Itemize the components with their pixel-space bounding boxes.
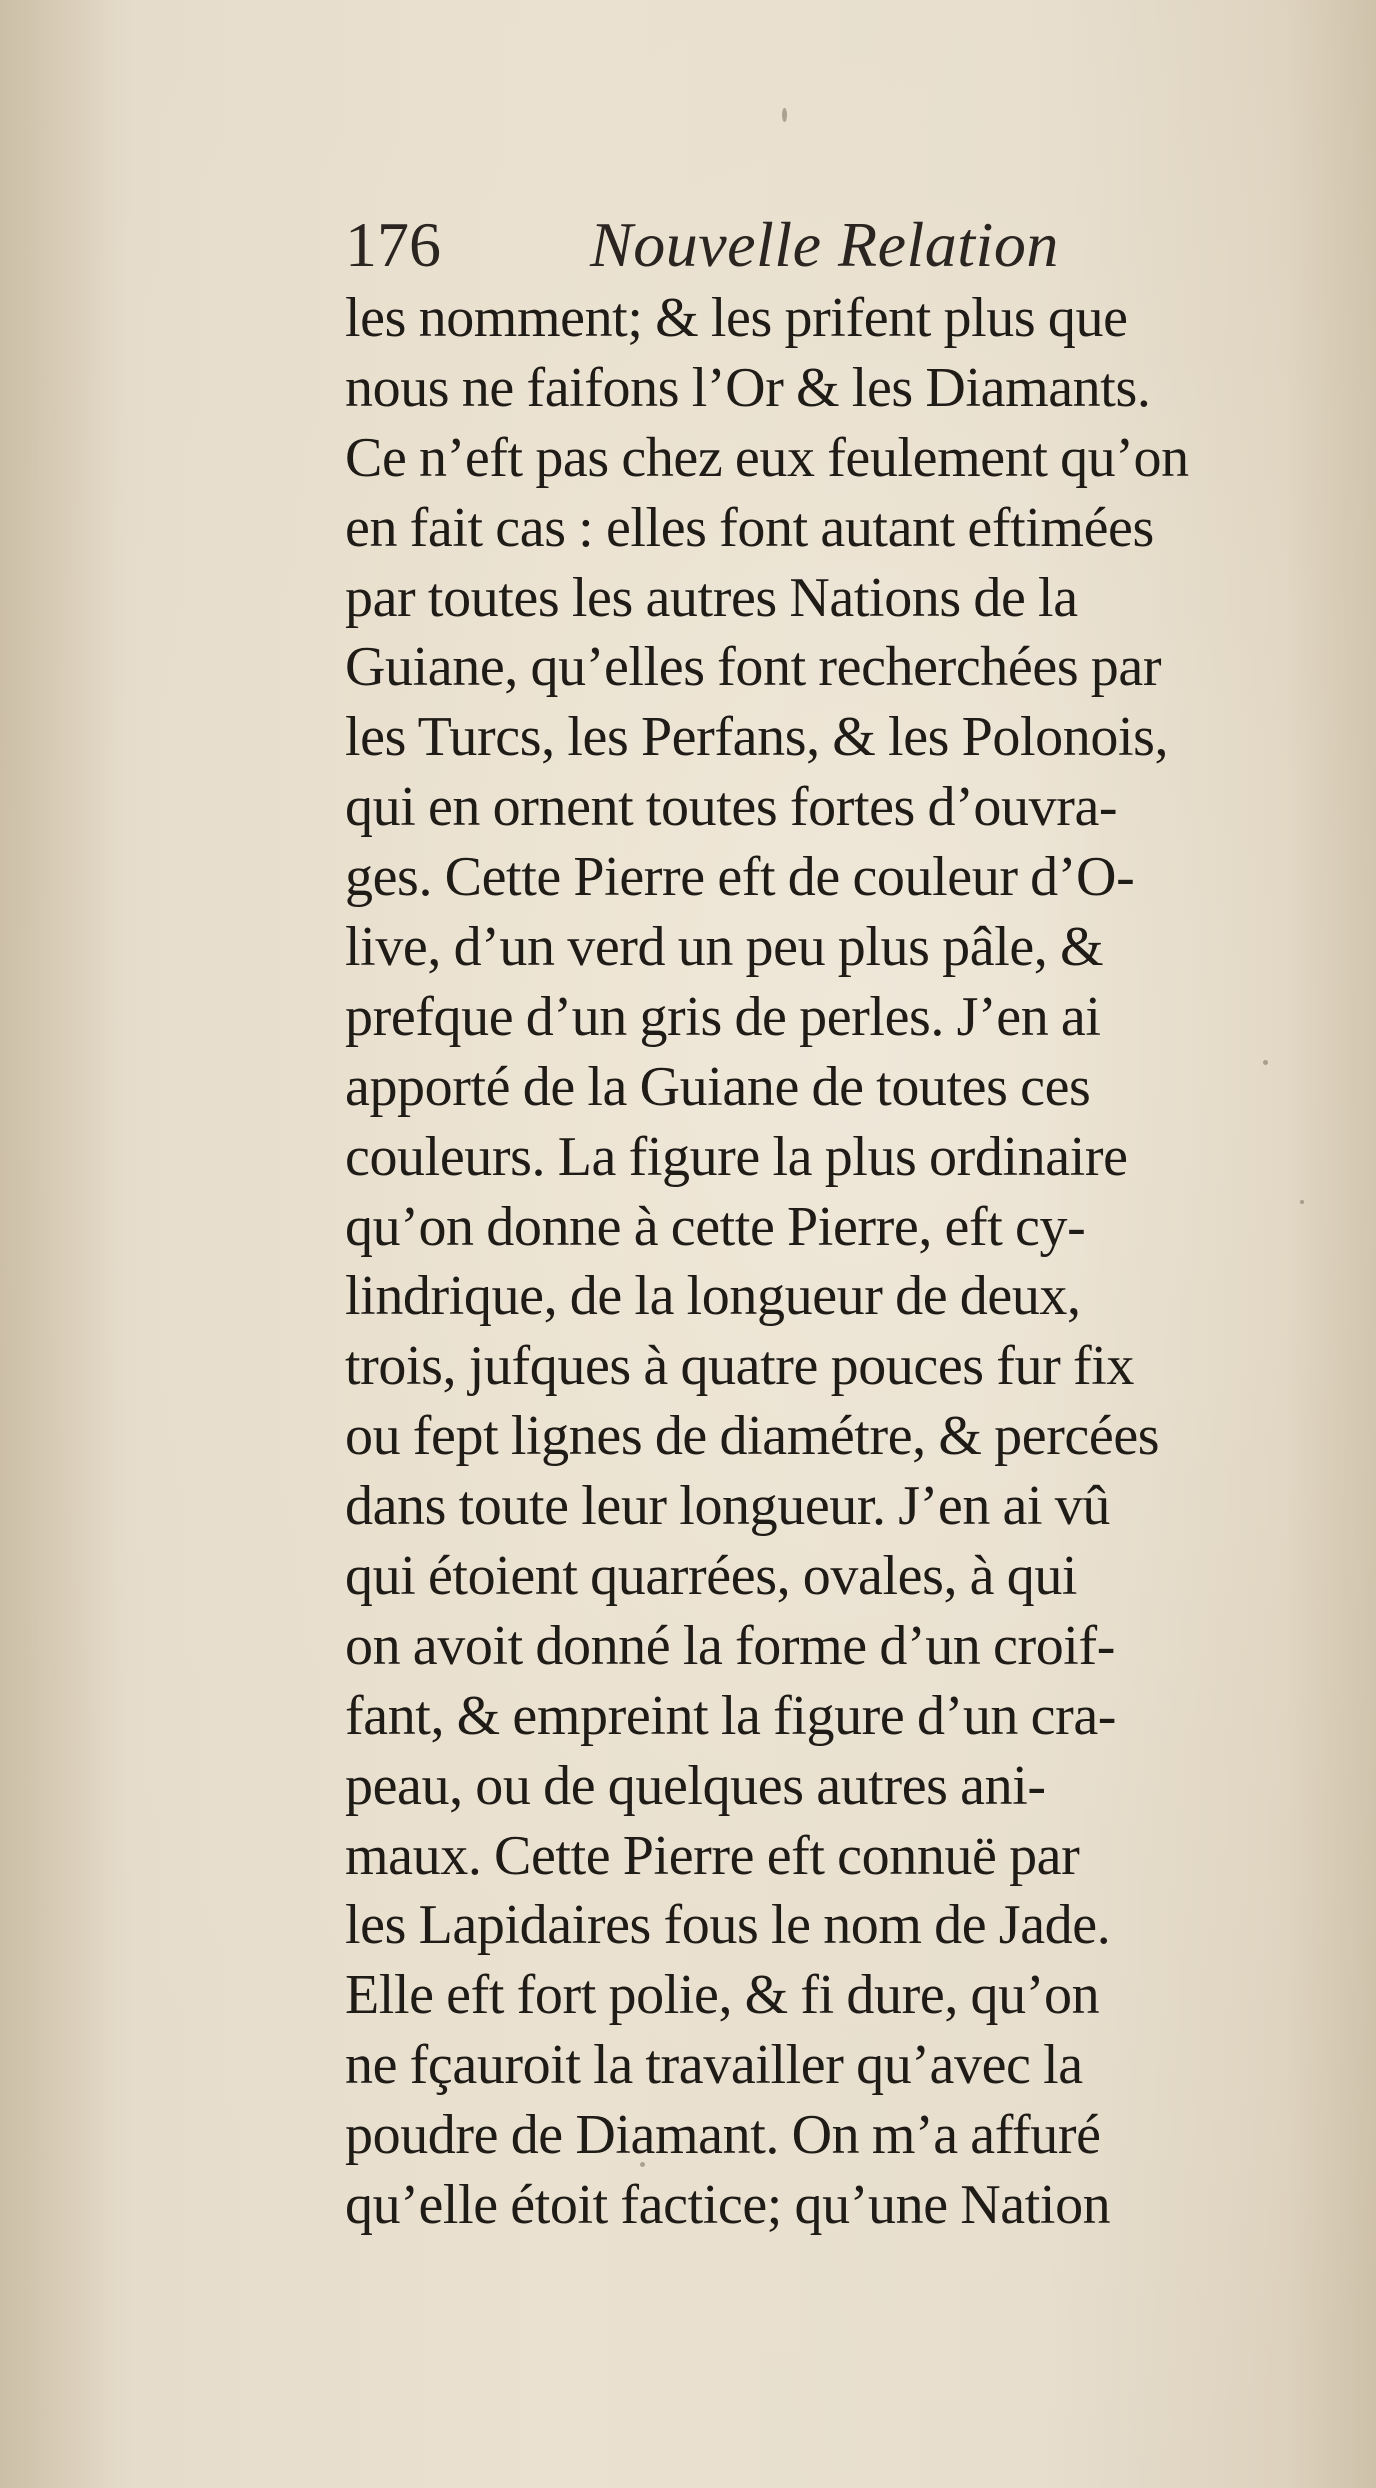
text-line: nous ne faifons l’Or & les Diamants. xyxy=(345,356,1151,419)
page-edge-shadow-left xyxy=(0,0,120,2488)
text-line: couleurs. La figure la plus ordinaire xyxy=(345,1125,1128,1188)
text-line: les Turcs, les Perfans, & les Polonois, xyxy=(345,706,1169,769)
text-line: qu’elle étoit factice; qu’une Nation xyxy=(345,2174,1111,2237)
text-line: qui en ornent toutes fortes d’ouvra- xyxy=(345,776,1118,839)
text-line: Ce n’eft pas chez eux feulement qu’on xyxy=(345,426,1189,489)
text-line: Elle eft fort polie, & fi dure, qu’on xyxy=(345,1964,1100,2027)
running-title: Nouvelle Relation xyxy=(590,209,1059,280)
page-edge-shadow-right xyxy=(1286,0,1376,2488)
text-line: par toutes les autres Nations de la xyxy=(345,566,1078,629)
text-line: live, d’un verd un peu plus pâle, & xyxy=(345,916,1104,979)
text-line: apporté de la Guiane de toutes ces xyxy=(345,1055,1091,1118)
text-line: peau, ou de quelques autres ani- xyxy=(345,1754,1046,1817)
text-line: en fait cas : elles font autant eftimées xyxy=(345,496,1154,559)
text-line: on avoit donné la forme d’un croif- xyxy=(345,1614,1115,1677)
text-line: ne fçauroit la travailler qu’avec la xyxy=(345,2034,1083,2097)
running-header xyxy=(345,200,1105,290)
text-line: prefque d’un gris de perles. J’en ai xyxy=(345,985,1101,1048)
body-text xyxy=(345,284,1295,2241)
text-line: lindrique, de la longueur de deux, xyxy=(345,1265,1081,1328)
text-line: ges. Cette Pierre eft de couleur d’O- xyxy=(345,846,1135,909)
page-number: 176 xyxy=(345,209,441,280)
text-line: Guiane, qu’elles font recherchées par xyxy=(345,636,1162,699)
text-line: qui étoient quarrées, ovales, à qui xyxy=(345,1545,1078,1608)
text-line: les nomment; & les prifent plus que xyxy=(345,287,1128,349)
text-line: ou fept lignes de diamétre, & percées xyxy=(345,1405,1160,1468)
text-line: poudre de Diamant. On m’a affuré xyxy=(345,2104,1101,2167)
text-line: trois, jufques à quatre pouces fur fix xyxy=(345,1335,1134,1398)
text-line: maux. Cette Pierre eft connuë par xyxy=(345,1824,1080,1887)
text-line: les Lapidaires fous le nom de Jade. xyxy=(345,1894,1111,1957)
text-line: fant, & empreint la figure d’un cra- xyxy=(345,1684,1117,1747)
text-line: qu’on donne à cette Pierre, eft cy- xyxy=(345,1195,1086,1258)
text-line: dans toute leur longueur. J’en ai vû xyxy=(345,1475,1110,1538)
